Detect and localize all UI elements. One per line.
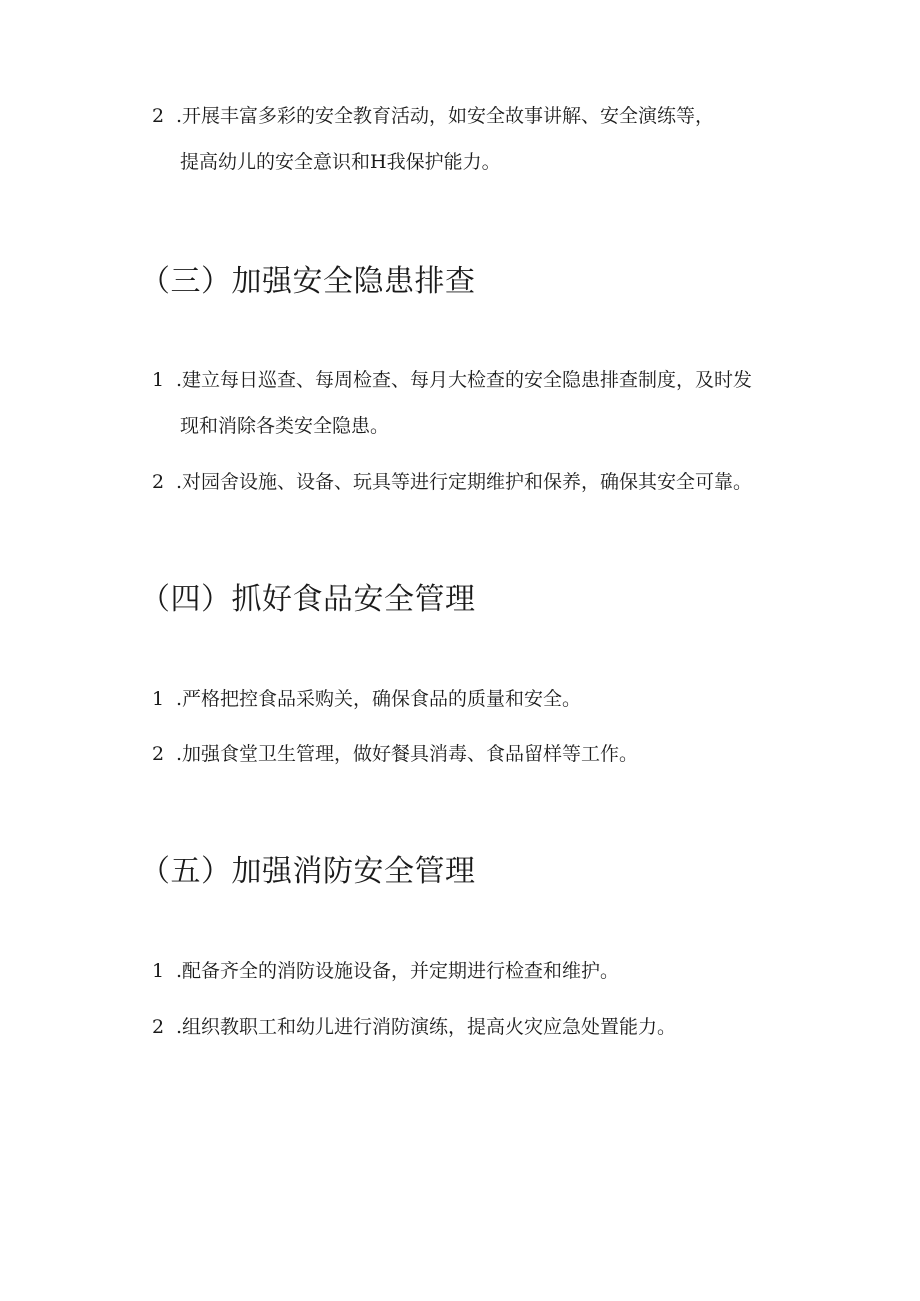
list-number: 1: [152, 960, 165, 982]
list-item-continuation: 现和消除各类安全隐患。: [180, 415, 390, 437]
list-number: 1: [152, 688, 165, 710]
list-item-continuation: 提高幼儿的安全意识和H我保护能力。: [180, 151, 501, 173]
list-text: .配备齐全的消防设施设备，并定期进行检查和维护。: [176, 960, 620, 982]
list-item: [152, 957, 619, 985]
list-number: 2: [152, 471, 165, 493]
list-item: [152, 102, 714, 130]
list-item: [152, 1013, 676, 1041]
list-text: .加强食堂卫生管理，做好餐具消毒、食品留样等工作。: [176, 743, 639, 765]
section-heading: （四）抓好食品安全管理: [140, 582, 476, 617]
list-number: 1: [152, 369, 165, 391]
list-item: [152, 366, 752, 394]
list-item: [152, 685, 581, 713]
list-item: [152, 468, 752, 496]
section-heading: （五）加强消防安全管理: [140, 854, 476, 889]
list-number: 2: [152, 1016, 165, 1038]
section-heading: （三）加强安全隐患排查: [140, 264, 476, 299]
list-item: [152, 740, 638, 768]
list-text: .组织教职工和幼儿进行消防演练，提高火灾应急处置能力。: [176, 1016, 677, 1038]
list-number: 2: [152, 105, 165, 127]
list-text: .开展丰富多彩的安全教育活动，如安全故事讲解、安全演练等，: [176, 105, 715, 127]
list-text: .严格把控食品采购关，确保食品的质量和安全。: [176, 688, 582, 710]
list-text: .对园舍设施、设备、玩具等进行定期维护和保养，确保其安全可靠。: [176, 471, 753, 493]
list-text: .建立每日巡查、每周检查、每月大检查的安全隐患排查制度，及时发: [176, 369, 753, 391]
list-number: 2: [152, 743, 165, 765]
